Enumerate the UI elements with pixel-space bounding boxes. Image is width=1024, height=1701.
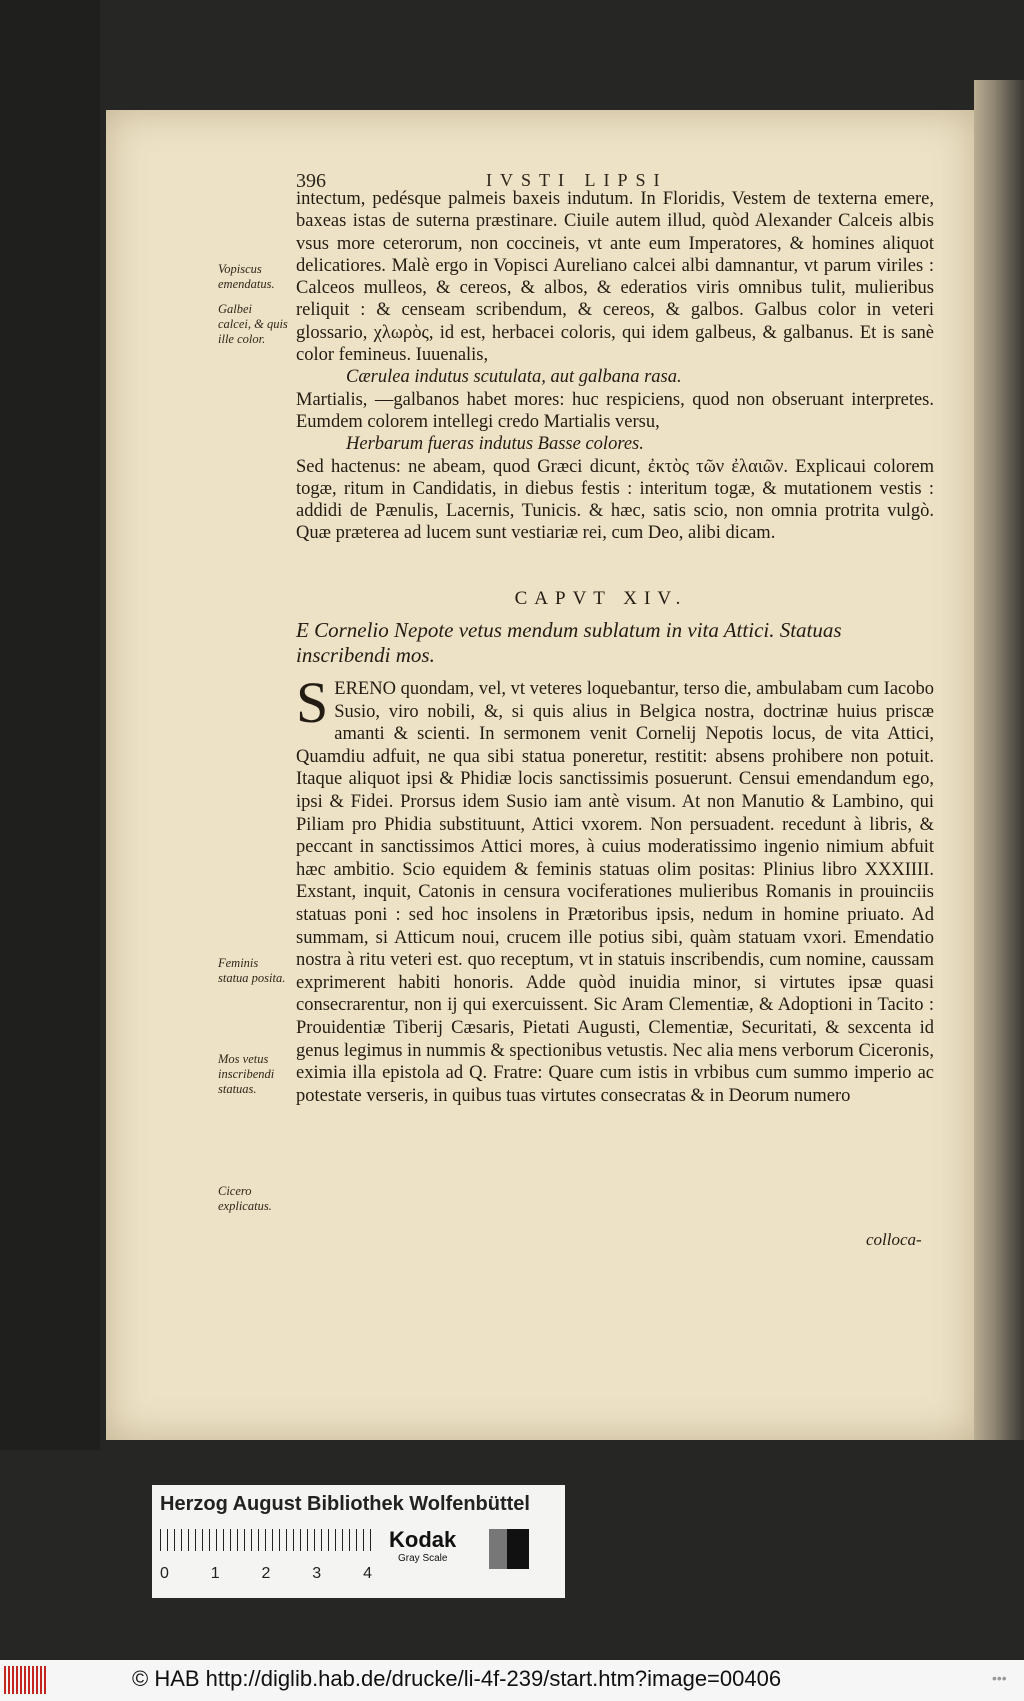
book-page xyxy=(106,110,974,1440)
verse-quote: Cærulea indutus scutulata, aut galbana rasa. xyxy=(346,367,682,388)
paragraph: Martialis, —galbanos habet mores: huc respiciens, quod non obseruant interpretes. Eumdem colorem intellegi credo Martialis versu, xyxy=(296,389,934,432)
more-options-icon[interactable]: ••• xyxy=(992,1670,1007,1686)
chapter-text: ERENO quondam, vel, vt veteres loquebantur, terso die, ambulabam cum Iacobo Susio, viro nobili, &, si quis alius in Belgica nostra, doctrinæ huius priscæ amanti & scienti. In sermonem venit Cornelij Nepotis locus, de vita Attici, Quamdiu adfuit, ne qua sibi statua poneretur, restitit: absens prohibere non potuit. Itaque aliquot ipsi & Phidiæ locis sanctissimis posuerunt. Censui emendandum ego, ipsi & Fidei. Prorsus idem Susio iam antè visum. At non Manutio & Lambino, qui Piliam pro Phidia substituunt, Attici vxorem. Non persuadent. recedunt à libris, & peccant in sanctissimos Attici mores, à cuius moderatissimo ingenio nimium abfuit hæc ambitio. Scio equidem & feminis statuas olim positas: Plinius libro XXXIIII. Exstant, inquit, Catonis in censura vociferationes mulieribus Romanis in prouinciis statuas poni : sed hoc insolens in Prætoribus ipsis, nedum in homine priuato. Ad summam, si Atticum noui, crucem ille potius sibi, quàm statuam vxori. Emendatio nostra à ritu veteri est. quo receptum, vt in statuis inscribendis, cum nomine, caussam exprimerent habiti honoris. Adde quòd inuidia minor, si virtutes ipsæ quasi consecrarentur, non ij qui exercuissent. Sic Aram Clementiæ, & Adoptioni in Tacito : Prouidentiæ Tiberij Cæsaris, Pietati Augusti, Clementiæ, Securitati, & sexcenta id genus legimus in nummis & spectionibus vetustis. Nec alia mens verborum Ciceronis, eximia illa epistola ad Q. Fratre: Quare cum istis in vrbibus cum summo imperio ac potestate verseris, in quibus tuas virtutes consecratas & in Deorum numero xyxy=(296,679,934,1106)
chapter-subtitle: E Cornelio Nepote vetus mendum sublatum in vita Attici. Statuas inscribendi mos. xyxy=(296,618,842,667)
ruler-numbers xyxy=(160,1565,372,1583)
ruler-number: 4 xyxy=(363,1565,372,1582)
gray-scale-caption: Gray Scale xyxy=(398,1553,448,1564)
margin-note: Feminis statua posita. xyxy=(218,956,286,985)
color-calibration-label xyxy=(152,1485,565,1598)
copyright-url[interactable]: © HAB http://diglib.hab.de/drucke/li-4f-239/start.htm?image=00406 xyxy=(132,1666,782,1691)
library-name: Herzog August Bibliothek Wolfenbüttel xyxy=(160,1493,530,1515)
paragraph: Sed hactenus: ne abeam, quod Græci dicunt, ἐκτὸς τῶν ἐλαιῶν. Explicaui colorem togæ, ritum in Candidatis, in diebus festis : interitum togæ, & mutationem vestis : addidi de Pænulis, Lacernis, Tunicis. & hæc, satis scio, non omnia protrita vulgò. Quæ præterea ad lucem sunt vestiariæ rei, cum Deo, alibi dicam. xyxy=(296,456,934,544)
kodak-logo: Kodak xyxy=(389,1527,457,1552)
ruler-number: 0 xyxy=(160,1565,169,1582)
barcode-icon xyxy=(4,1666,48,1694)
ruler-number: 3 xyxy=(312,1565,322,1582)
verse-quote: Herbarum fueras indutus Basse colores. xyxy=(346,434,644,455)
page-number: 396 xyxy=(296,170,326,192)
chapter-body xyxy=(296,670,934,1107)
ruler-icon xyxy=(160,1529,372,1551)
top-text-block xyxy=(296,188,934,545)
paragraph: intectum, pedésque palmeis baxeis indutum. In Floridis, Vestem de texterna emere, baxeas istas de suterna præstinare. Ciuile autem illud, quòd Alexander Calceis albis vsus more ceterorum, non coccineis, vt ante eum Imperatores, & homines aliquot delicatiores. Malè ergo in Vopisci Aureliano calcei albi damnantur, vt parum viriles : Calceos mulleos, & cereos, & albos, & ederatios viris omnibus tulit, mulieribus reliquit : & censeam scribendum, & cereos, & galbos. Galbus color in veteri glossario, χλωρὸς, id est, herbacei coloris, qui idem galbeus, & galbanus. Et is sanè color femineus. Iuuenalis, xyxy=(296,189,934,366)
ruler-number: 1 xyxy=(210,1565,220,1582)
viewer-footer xyxy=(0,1660,1024,1701)
gray-swatch-icon xyxy=(489,1529,529,1569)
margin-note: Mos vetus inscribendi statuas. xyxy=(218,1052,275,1096)
catchword: colloca- xyxy=(866,1230,922,1249)
drop-cap: S xyxy=(296,670,329,735)
margin-note: Cicero explicatus. xyxy=(218,1184,272,1213)
next-page-edge xyxy=(974,80,1024,1440)
chapter-title: CAPVT XIV. xyxy=(514,588,688,609)
margin-note: Galbei calcei, & quis ille color. xyxy=(218,302,288,346)
ruler-number: 2 xyxy=(261,1565,271,1582)
running-head: IVSTI LIPSI xyxy=(486,170,668,190)
scan-background xyxy=(0,0,100,1450)
margin-note: Vopiscus emendatus. xyxy=(218,262,275,291)
